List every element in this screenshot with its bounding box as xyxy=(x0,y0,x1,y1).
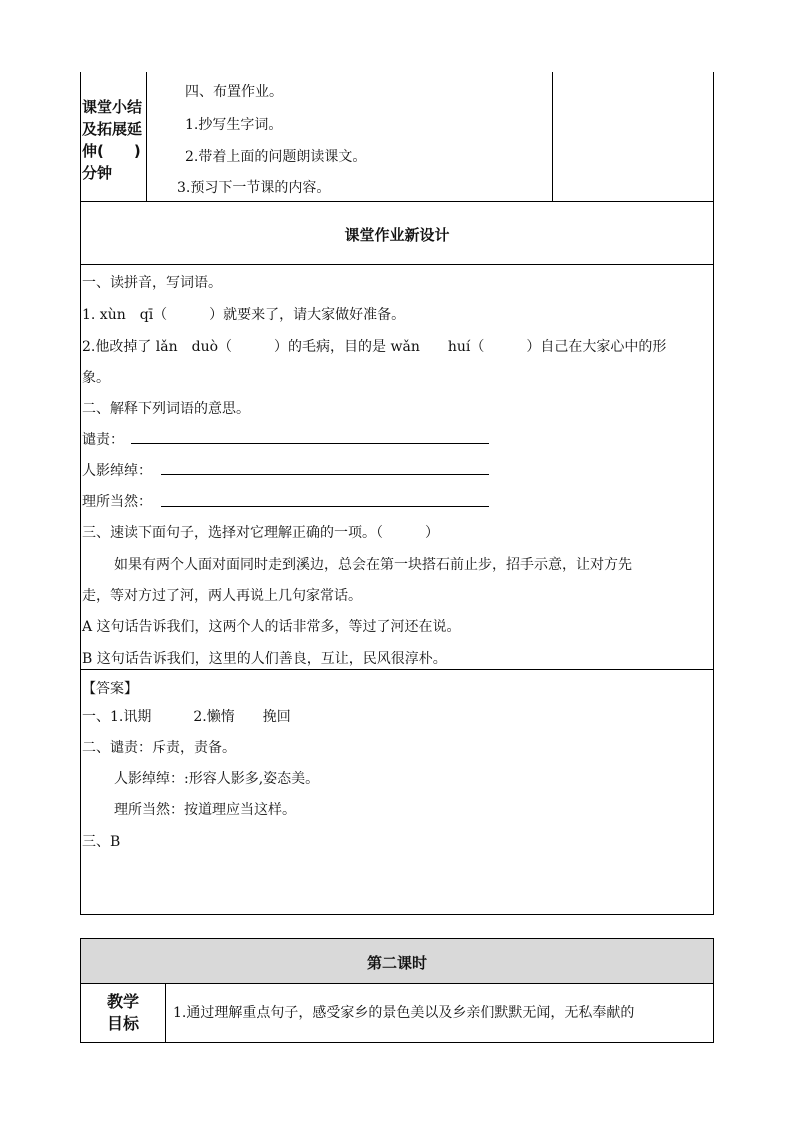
q1-item-2-continued: 象。 xyxy=(82,370,110,386)
table2-top-border xyxy=(80,938,714,939)
q3-paragraph-line-2: 走，等对方过了河，两人再说上几句家常话。 xyxy=(82,588,362,604)
table1-left-border xyxy=(80,72,81,915)
q1-item-2: 2.他改掉了 lǎn duò（ ）的毛病，目的是 wǎn huí（ ）自己在大家心中的形 xyxy=(82,339,667,355)
q2-answer-line-3 xyxy=(161,506,489,507)
goal-text: 1.通过理解重点句子，感受家乡的景色美以及乡亲们默默无闻，无私奉献的 xyxy=(173,1005,635,1021)
answer-1: 一、1.讯期 2.懒惰 挽回 xyxy=(82,709,291,725)
q3-option-a: A 这句话告诉我们，这两个人的话非常多，等过了河还在说。 xyxy=(82,619,461,635)
q2-title: 二、解释下列词语的意思。 xyxy=(82,401,250,417)
table1-bottom-border xyxy=(80,914,714,915)
summary-item-3: 2.带着上面的问题朗读课文。 xyxy=(185,149,367,165)
q2-answer-line-1 xyxy=(131,443,489,444)
table2-header-divider xyxy=(80,983,714,984)
table2-bottom-border xyxy=(80,1042,714,1043)
homework-title: 课堂作业新设计 xyxy=(344,226,450,244)
summary-col-divider-1 xyxy=(146,72,147,202)
goal-label xyxy=(81,991,165,1035)
row-divider-answers xyxy=(80,669,714,670)
summary-label-line-4: 分钟 xyxy=(82,164,113,182)
summary-label-line-1: 课堂小结 xyxy=(82,98,143,116)
summary-label-line-3: 伸( ) xyxy=(82,142,141,160)
goal-label-line-1: 教学 xyxy=(106,992,139,1011)
goal-label-line-2: 目标 xyxy=(106,1014,139,1033)
q3-title: 三、速读下面句子，选择对它理解正确的一项。（ ） xyxy=(82,525,439,541)
summary-col-divider-2 xyxy=(552,72,553,202)
row-divider-summary xyxy=(80,201,714,202)
answer-2-b: 人影绰绰：:形容人影多,姿态美。 xyxy=(114,771,320,787)
answer-2: 二、谴责：斥责，责备。 xyxy=(82,740,236,756)
q2-word-2: 人影绰绰： xyxy=(82,463,152,479)
summary-item-2: 1.抄写生字词。 xyxy=(185,117,283,133)
table2-col-divider xyxy=(165,983,166,1043)
summary-item-1: 四、布置作业。 xyxy=(185,84,283,100)
q3-option-b: B 这句话告诉我们，这里的人们善良，互让，民风很淳朴。 xyxy=(82,651,447,667)
answers-title: 【答案】 xyxy=(82,681,138,697)
q2-answer-line-2 xyxy=(161,474,489,475)
answer-3: 三、B xyxy=(82,834,121,850)
q2-word-3: 理所当然： xyxy=(82,494,152,510)
summary-item-4: 3.预习下一节课的内容。 xyxy=(177,180,331,196)
table1-right-border xyxy=(713,72,714,915)
q1-item-1: 1. xùn qī（ ）就要来了，请大家做好准备。 xyxy=(82,307,406,323)
summary-label xyxy=(82,96,146,184)
summary-label-line-2: 及拓展延 xyxy=(82,120,143,138)
row-divider-title xyxy=(80,264,714,265)
q2-word-1: 谴责： xyxy=(82,432,124,448)
q3-paragraph-line-1: 如果有两个人面对面同时走到溪边，总会在第一块搭石前止步，招手示意，让对方先 xyxy=(114,557,632,573)
lesson2-title: 第二课时 xyxy=(366,954,427,972)
answer-2-c: 理所当然：按道理应当这样。 xyxy=(114,802,296,818)
q1-title: 一、读拼音，写词语。 xyxy=(82,275,222,291)
